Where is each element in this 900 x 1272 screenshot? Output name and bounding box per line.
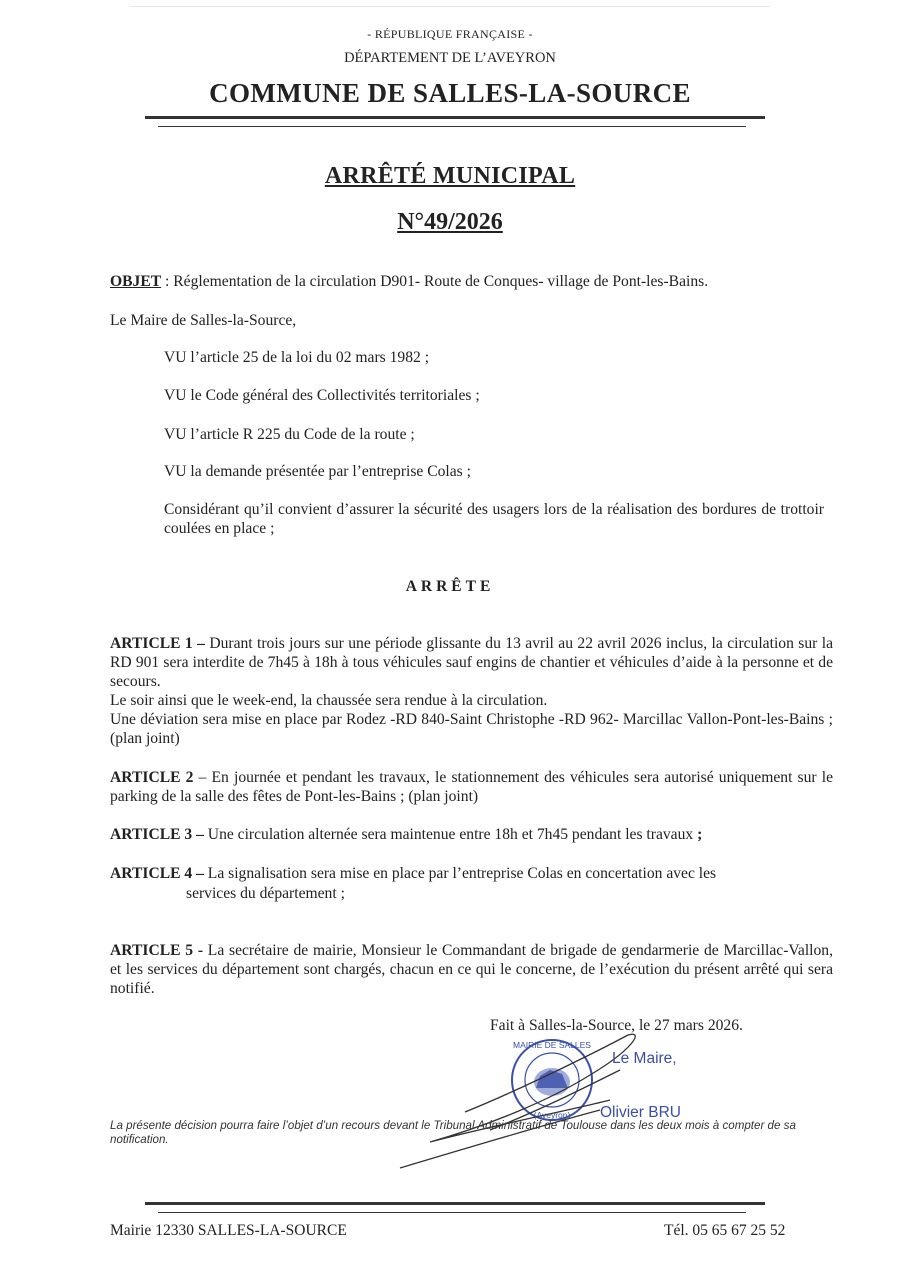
article-3-end: ;: [697, 826, 703, 843]
article-4-text: La signalisation sera mise en place par l’entreprise Colas en concertation avec les: [203, 865, 717, 882]
article-1-text: Durant trois jours sur une période glissante du 13 avril au 22 avril 2026 inclus, la circulation sur la RD 901 sera interdite de 7h45 à 18h à tous véhicules sauf engins de chantier et véhicules d’aide à la personne et de secours.: [110, 635, 833, 690]
article-1-label: ARTICLE 1 –: [110, 635, 205, 652]
header-rule-thin: [158, 126, 746, 127]
article-4: [110, 864, 833, 883]
article-4-continuation: services du département ;: [186, 885, 345, 902]
article-3-text: Une circulation alternée sera maintenue entre 18h et 7h45 pendant les travaux: [203, 826, 698, 843]
place-date: Fait à Salles-la-Source, le 27 mars 2026.: [490, 1017, 743, 1034]
intro: Le Maire de Salles-la-Source,: [110, 312, 297, 329]
article-4-label: ARTICLE 4 –: [110, 865, 204, 882]
header-republic: - RÉPUBLIQUE FRANÇAISE -: [367, 27, 533, 41]
arrete-heading: ARRÊTE: [405, 578, 495, 595]
article-1-line: Le soir ainsi que le week-end, la chaussée sera rendue à la circulation.: [110, 692, 548, 709]
vu-item: VU l’article R 225 du Code de la route ;: [164, 426, 415, 443]
considerant: Considérant qu’il convient d’assurer la sécurité des usagers lors de la réalisation des bordures de trottoir coulées en place ;: [164, 501, 824, 537]
header-department: DÉPARTEMENT DE L’AVEYRON: [344, 50, 556, 66]
article-3: [110, 825, 833, 844]
header-rule-thick: [145, 116, 765, 119]
header-commune: COMMUNE DE SALLES-LA-SOURCE: [209, 78, 691, 108]
footer-address: Mairie 12330 SALLES-LA-SOURCE: [110, 1222, 347, 1239]
article-5-text: La secrétaire de mairie, Monsieur le Commandant de brigade de gendarmerie de Marcillac-Vallon, et les services du département sont chargés, chacun en ce qui le concerne, de l’exécution du présent arrêté qui sera notifié.: [110, 942, 833, 997]
recours-notice: La présente décision pourra faire l’objet d’un recours devant le Tribunal Administratif de Toulouse dans les deux mois à compter de sa notification.: [110, 1119, 796, 1146]
vu-item: VU le Code général des Collectivités territoriales ;: [164, 387, 480, 404]
article-2: [110, 768, 833, 806]
objet-label: OBJET: [110, 273, 162, 290]
article-1: [110, 634, 833, 691]
article-5-label: ARTICLE 5 -: [110, 942, 204, 959]
footer-rule-thin: [158, 1212, 746, 1213]
article-5: [110, 941, 833, 998]
article-2-label: ARTICLE 2: [110, 769, 194, 786]
objet: [110, 272, 833, 291]
svg-text:MAIRIE DE SALLES: MAIRIE DE SALLES: [513, 1040, 591, 1050]
decree-number: N°49/2026: [397, 209, 503, 235]
objet-text: : Réglementation de la circulation D901- Route de Conques- village de Pont-les-Bains.: [161, 273, 709, 290]
vu-item: VU la demande présentée par l’entreprise Colas ;: [164, 463, 471, 480]
article-2-text: – En journée et pendant les travaux, le stationnement des véhicules sera autorisé uniquement sur le parking de la salle des fêtes de Pont-les-Bains ; (plan joint): [110, 769, 834, 805]
article-3-label: ARTICLE 3 –: [110, 826, 204, 843]
mayor-title: Le Maire,: [612, 1050, 677, 1067]
scan-artifact: [130, 6, 770, 7]
official-stamp: [512, 1040, 592, 1120]
page-title: ARRÊTÉ MUNICIPAL: [324, 163, 576, 189]
mayor-name: Olivier BRU: [600, 1104, 681, 1121]
vu-item: VU l’article 25 de la loi du 02 mars 1982 ;: [164, 349, 430, 366]
footer-phone: Tél. 05 65 67 25 52: [664, 1222, 786, 1239]
footer-rule-thick: [145, 1202, 765, 1205]
svg-text:(Aveyron): (Aveyron): [533, 1110, 571, 1120]
article-1-line: Une déviation sera mise en place par Rodez -RD 840-Saint Christophe -RD 962- Marcillac Vallon-Pont-les-Bains ; (plan joint): [110, 711, 833, 747]
